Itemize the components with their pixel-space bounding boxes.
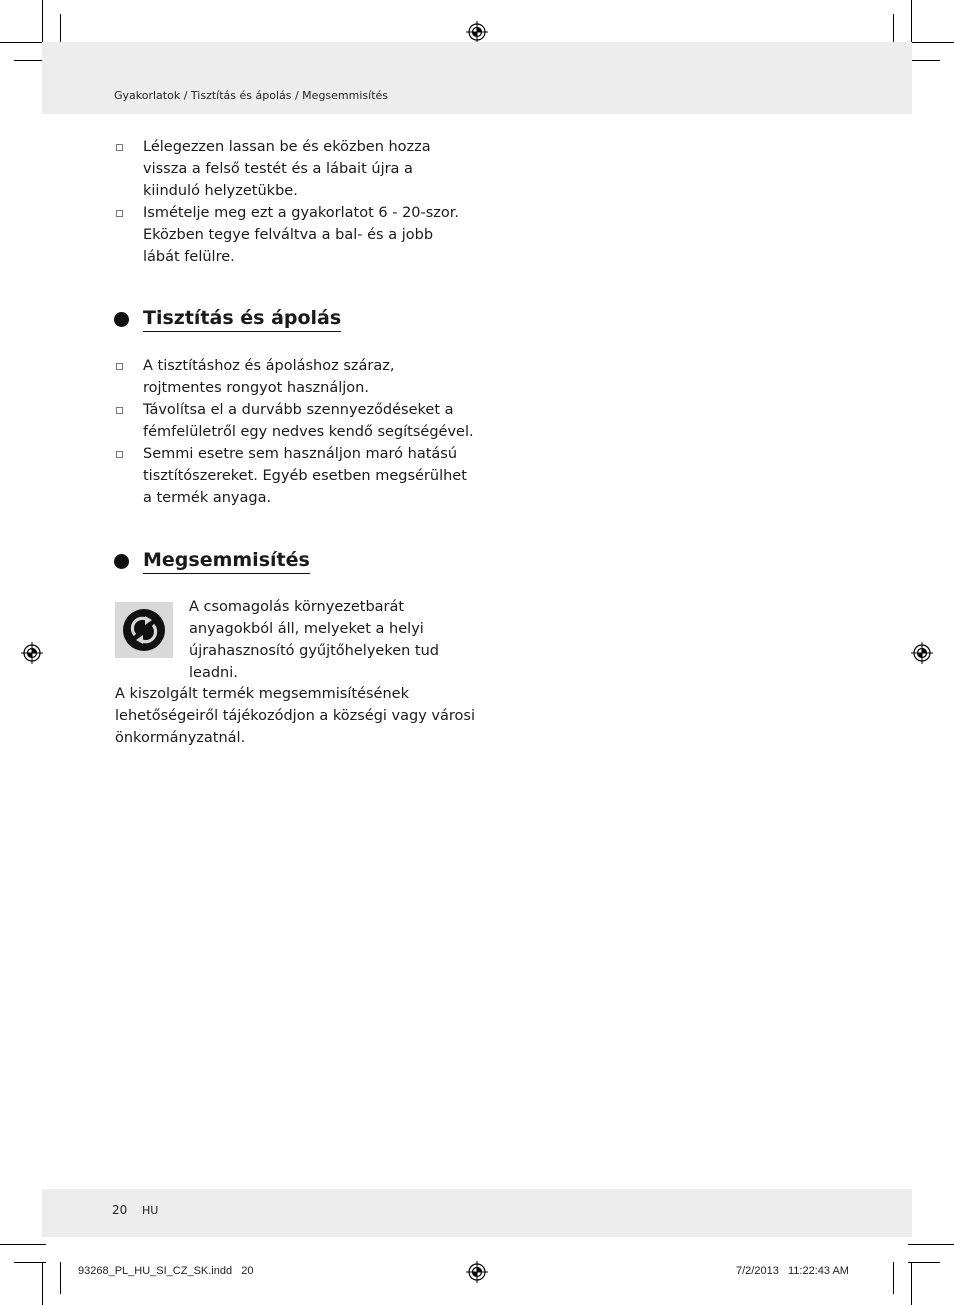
section-heading-disposal [114, 549, 310, 574]
exercise-list [114, 136, 474, 268]
slug-filename: 93268_PL_HU_SI_CZ_SK.indd 20 [78, 1265, 254, 1277]
cleaning-section [114, 355, 474, 509]
registration-mark-icon [466, 21, 488, 43]
crop-mark [60, 1262, 61, 1294]
header-band [42, 42, 912, 114]
crop-mark [908, 1262, 940, 1263]
list-item-text: Lélegezzen lassan be és eközben hozza vissza a felső testét és a lábait újra a kiinduló helyzetükbe. [143, 139, 431, 199]
crop-mark [42, 0, 43, 46]
breadcrumb: Gyakorlatok / Tisztítás és ápolás / Megsemmisítés [114, 89, 389, 102]
crop-mark [42, 1262, 43, 1305]
bullet-box-icon [116, 144, 123, 151]
crop-mark [911, 0, 912, 46]
crop-mark [908, 60, 940, 61]
list-item [114, 136, 474, 202]
bullet-box-icon [116, 210, 123, 217]
cleaning-list [114, 355, 474, 509]
product-disposal-text: A kiszolgált termék megsemmisítésének lehetőségeiről tájékozódjon a községi vagy városi önkormányzatnál. [115, 686, 475, 746]
footer-band [42, 1189, 912, 1237]
bullet-box-icon [116, 451, 123, 458]
bullet-box-icon [116, 363, 123, 370]
crop-mark [911, 1262, 912, 1305]
crop-mark [893, 1262, 894, 1294]
section-title: Megsemmisítés [143, 549, 310, 574]
list-item [114, 443, 474, 509]
section-title: Tisztítás és ápolás [143, 307, 341, 332]
list-item-text: Semmi esetre sem használjon maró hatású tisztítószereket. Egyéb esetben megsérülhet a termék anyaga. [143, 446, 467, 506]
bullet-box-icon [116, 407, 123, 414]
crop-mark [908, 1244, 954, 1245]
section-heading-cleaning [114, 307, 341, 332]
page-number: 20 [112, 1203, 128, 1217]
crop-mark [908, 42, 954, 43]
language-code: HU [142, 1204, 159, 1217]
recycling-icon [115, 602, 173, 658]
list-item [114, 355, 474, 399]
crop-mark [0, 42, 46, 43]
exercise-section [114, 136, 474, 268]
list-item-text: A tisztításhoz és ápoláshoz száraz, rojtmentes rongyot használjon. [143, 358, 395, 396]
list-item-text: Távolítsa el a durvább szennyeződéseket a fémfelületről egy nedves kendő segítségével. [143, 402, 474, 440]
list-item [114, 202, 474, 268]
bullet-dot-icon [114, 312, 129, 327]
slug-timestamp: 7/2/2013 11:22:43 AM [736, 1265, 849, 1277]
bullet-dot-icon [114, 554, 129, 569]
registration-mark-icon [21, 642, 43, 664]
crop-mark [0, 1244, 46, 1245]
list-item [114, 399, 474, 443]
registration-mark-icon [911, 642, 933, 664]
packaging-disposal-text: A csomagolás környezetbarát anyagokból áll, melyeket a helyi újrahasznosító gyűjtőhelyeken tud leadni. [189, 599, 439, 681]
list-item-text: Ismételje meg ezt a gyakorlatot 6 - 20-szor. Eközben tegye felváltva a bal- és a jobb lábát felülre. [143, 205, 460, 265]
registration-mark-icon [466, 1261, 488, 1283]
